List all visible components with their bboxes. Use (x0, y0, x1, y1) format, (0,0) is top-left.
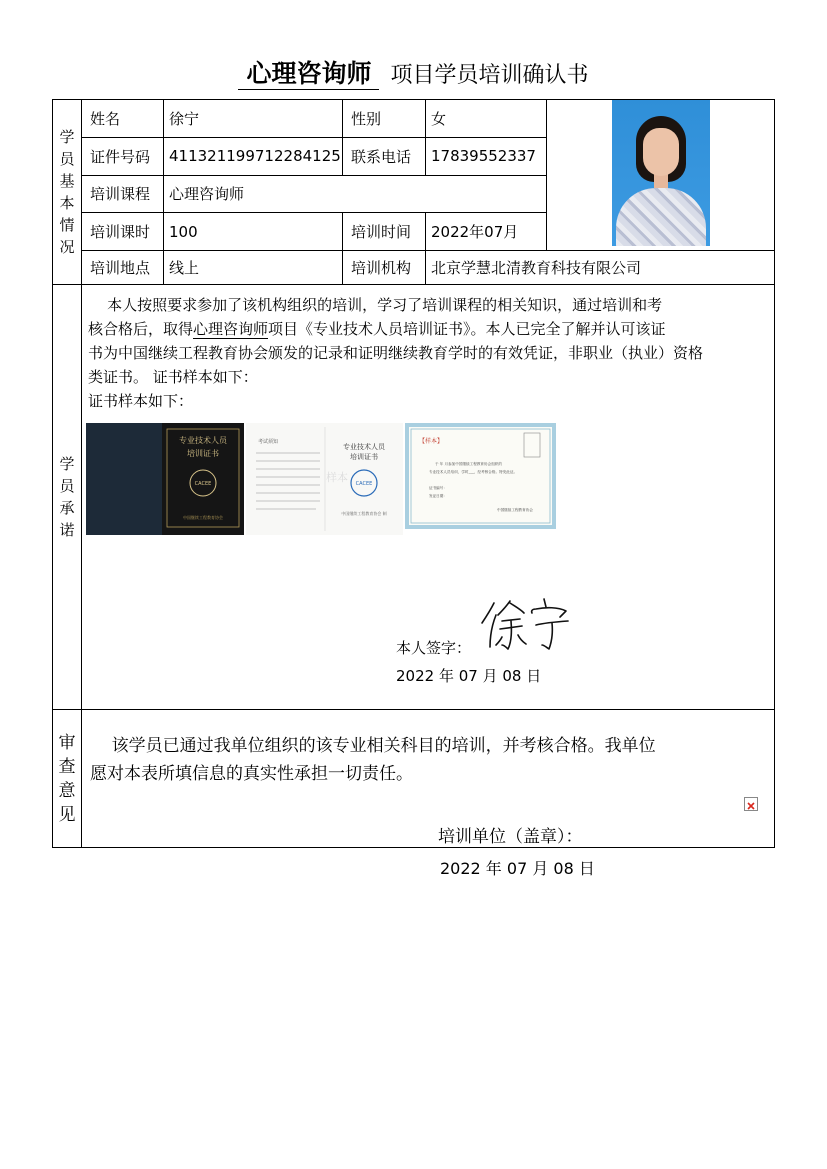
review-date: 2022 年 07 月 08 日 (440, 859, 595, 878)
certificate-samples (82, 423, 774, 535)
svg-text:CACEE: CACEE (194, 481, 212, 487)
name-value: 徐宁 (164, 100, 343, 138)
title-course: 心理咨询师 (238, 59, 379, 90)
commitment-course: 心理咨询师 (193, 320, 269, 338)
confirmation-form (52, 99, 775, 848)
svg-text:专业技术人员: 专业技术人员 (179, 436, 227, 445)
commitment-section-label: 学 员 承 诺 (53, 285, 82, 710)
svg-text:【样本】: 【样本】 (419, 438, 444, 445)
photo-cell (547, 100, 775, 251)
svg-text:考试须知: 考试须知 (258, 439, 279, 445)
svg-text:培训证书: 培训证书 (350, 453, 378, 461)
review-text: 该学员已通过我单位组织的该专业相关科目的培训，并考核合格。我单位 愿对本表所填信息的真实性承担一切责任。 (90, 736, 656, 784)
review-section-label: 审 查 意 见 (53, 710, 82, 848)
time-value: 2022年07月 (426, 213, 547, 251)
svg-text:CACEE: CACEE (355, 481, 373, 487)
location-label: 培训地点 (82, 251, 164, 285)
hours-label: 培训课时 (82, 213, 164, 251)
svg-text:培训证书: 培训证书 (187, 449, 219, 458)
certificate-inner (246, 423, 403, 535)
course-value: 心理咨询师 (164, 175, 547, 213)
handwritten-signature (480, 595, 580, 659)
review-cell (82, 710, 775, 848)
location-value: 线上 (164, 251, 343, 285)
phone-label: 联系电话 (343, 137, 426, 175)
svg-text:专业技术人员: 专业技术人员 (343, 443, 385, 451)
commitment-date: 2022 年 07 月 08 日 (396, 667, 542, 685)
hours-value: 100 (164, 213, 343, 251)
title-text: 项目学员培训确认书 (390, 63, 589, 88)
id-label: 证件号码 (82, 137, 164, 175)
seal-label: 培训单位（盖章）： (438, 827, 583, 847)
svg-text:样本: 样本 (326, 471, 348, 484)
svg-text:发证日期：: 发证日期： (429, 494, 447, 498)
commitment-cell (82, 285, 775, 710)
svg-text:专业技术人员培训，学时___，经考核合格。特发此证。: 专业技术人员培训，学时___，经考核合格。特发此证。 (429, 470, 518, 474)
course-label: 培训课程 (82, 175, 164, 213)
broken-image-icon (744, 797, 758, 811)
svg-text:中国继续工程教育协会: 中国继续工程教育协会 (183, 515, 223, 520)
document-title (0, 54, 827, 90)
svg-text:于 年 月参加中国继续工程教育协会组织的: 于 年 月参加中国继续工程教育协会组织的 (435, 462, 502, 466)
gender-label: 性别 (343, 100, 426, 138)
id-value: 411321199712284125 (164, 137, 343, 175)
certificate-back-cover (86, 423, 164, 535)
org-value: 北京学慧北清教育科技有限公司 (426, 251, 775, 285)
svg-text:证书编号：: 证书编号： (429, 486, 447, 490)
svg-text:中国继续工程教育协会: 中国继续工程教育协会 (497, 508, 533, 512)
gender-value: 女 (426, 100, 547, 138)
time-label: 培训时间 (343, 213, 426, 251)
certificate-sample-page (405, 423, 556, 529)
phone-value: 17839552337 (426, 137, 547, 175)
org-label: 培训机构 (343, 251, 426, 285)
certificate-cover (162, 423, 244, 535)
student-photo (612, 100, 710, 246)
svg-text:中国继续工程教育协会 制: 中国继续工程教育协会 制 (341, 511, 387, 516)
signature-label: 本人签字： (396, 639, 472, 657)
student-info-section-label: 学 员 基 本 情 况 (53, 100, 82, 285)
name-label: 姓名 (82, 100, 164, 138)
commitment-text: 本人按照要求参加了该机构组织的培训，学习了培训课程的相关知识，通过培训和考 核合格后，取得心理咨询师项目《专业技术人员培训证书》。本人已完全了解并认可该证 书为中国继续工程教育协会颁发的记录和证明继续教育学时的有效凭证，非职业（执业）资格 类证书。 证书样本如下： 证书样本如下： (88, 296, 704, 410)
